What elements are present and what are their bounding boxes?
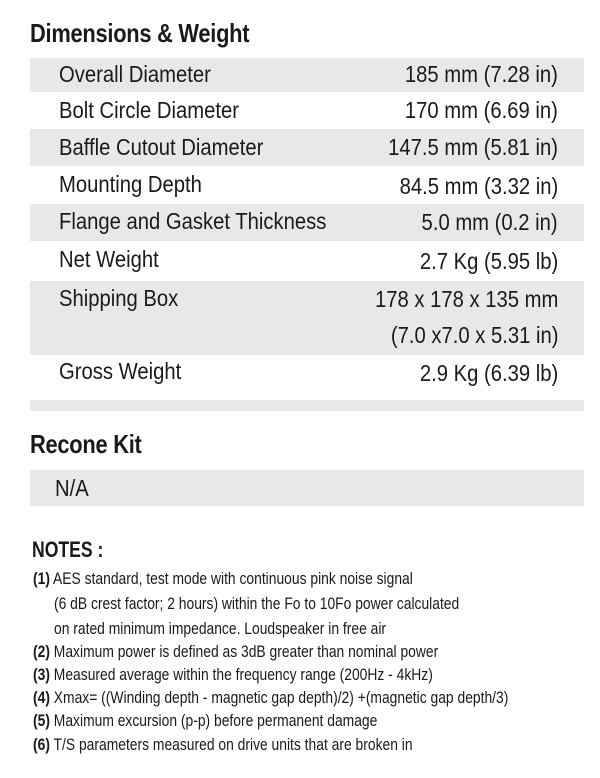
spec-value: 185 mm (7.28 in) (405, 61, 558, 87)
spec-row-mounting-depth (30, 166, 584, 204)
note-item (33, 643, 438, 662)
spec-label: Overall Diameter (59, 61, 211, 87)
spec-row-gross-weight (30, 355, 584, 395)
spec-row-shipping-box (30, 281, 584, 355)
note-continuation (54, 595, 459, 614)
spec-label: Gross Weight (59, 358, 182, 384)
note-number: (4) (33, 689, 50, 707)
note-continuation (54, 620, 386, 639)
recone-kit-title: Recone Kit (30, 429, 142, 459)
note-text: Xmax= ((Winding depth - magnetic gap depth)/2) +(magnetic gap depth/3) (53, 689, 509, 707)
note-item (33, 666, 433, 685)
spec-value: 2.7 Kg (5.95 lb) (419, 248, 558, 274)
note-number: (2) (33, 643, 50, 661)
spec-value: 2.9 Kg (6.39 lb) (419, 360, 558, 386)
spec-label: Flange and Gasket Thickness (59, 208, 327, 234)
note-number: (3) (33, 666, 50, 684)
note-text: Maximum excursion (p-p) before permanent damage (53, 712, 378, 730)
recone-kit-value: N/A (55, 475, 89, 501)
spec-value: 178 x 178 x 135 mm (374, 286, 558, 312)
spec-row-bolt-circle-diameter (30, 92, 584, 129)
note-text: T/S parameters measured on drive units that are broken in (53, 736, 413, 754)
spec-value-imperial: (7.0 x7.0 x 5.31 in) (390, 322, 558, 348)
note-text: Measured average within the frequency range (200Hz - 4kHz) (53, 666, 433, 684)
note-item (33, 689, 508, 708)
note-number: (1) (33, 570, 50, 588)
note-item (33, 570, 413, 589)
notes-title: NOTES : (32, 537, 104, 562)
note-text: AES standard, test mode with continuous pink noise signal (53, 570, 413, 588)
spec-value: 5.0 mm (0.2 in) (421, 209, 558, 235)
recone-kit-row (30, 470, 584, 506)
note-item (33, 736, 413, 755)
note-number: (6) (33, 736, 50, 754)
note-number: (5) (33, 712, 50, 730)
spec-value: 84.5 mm (3.32 in) (399, 173, 558, 199)
note-item (33, 712, 377, 731)
spec-row-overall-diameter (30, 58, 584, 92)
spec-label: Bolt Circle Diameter (59, 97, 239, 123)
spec-row-flange-gasket-thickness (30, 204, 584, 241)
spec-label: Mounting Depth (59, 171, 202, 197)
spec-label: Shipping Box (59, 285, 179, 311)
note-text: on rated minimum impedance. Loudspeaker in free air (54, 620, 387, 638)
note-text: Maximum power is defined as 3dB greater than nominal power (53, 643, 439, 661)
note-text: (6 dB crest factor; 2 hours) within the Fo to 10Fo power calculated (54, 595, 460, 613)
dimensions-title: Dimensions & Weight (30, 18, 250, 48)
spec-label: Baffle Cutout Diameter (59, 134, 264, 160)
spec-row-net-weight (30, 241, 584, 281)
spec-row-baffle-cutout-diameter (30, 129, 584, 166)
spec-label: Net Weight (59, 246, 159, 272)
spec-value: 147.5 mm (5.81 in) (388, 134, 558, 160)
spec-value: 170 mm (6.69 in) (405, 97, 558, 123)
table-footer-bar (30, 400, 584, 411)
